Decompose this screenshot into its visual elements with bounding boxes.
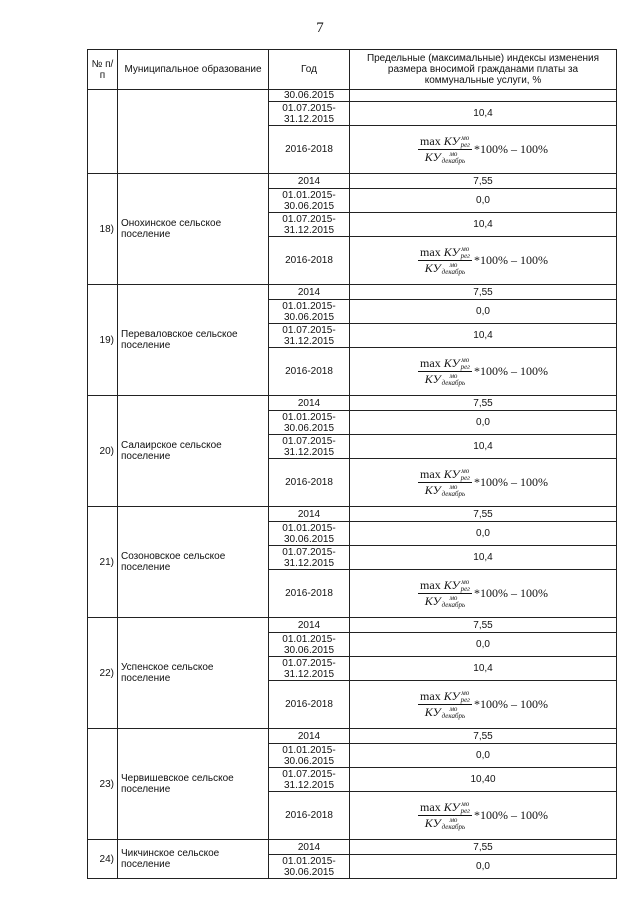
- formula-cell: [350, 459, 617, 507]
- year-cell: 01.07.2015-31.12.2015: [269, 435, 350, 459]
- formula: max КУ мо рег КУ мо декабрь *100% – 100%: [420, 244, 548, 277]
- year-cell: 01.01.2015-30.06.2015: [269, 744, 350, 768]
- formula-cell: [350, 792, 617, 840]
- formula: max КУ мо рег КУ мо декабрь *100% – 100%: [420, 355, 548, 388]
- row-number: 22): [88, 618, 118, 729]
- index-value: 0,0: [350, 855, 617, 879]
- year-cell: 2016-2018: [269, 570, 350, 618]
- index-value: 7,55: [350, 729, 617, 744]
- municipality-name: Созоновское сельское поселение: [118, 507, 269, 618]
- row-number: 23): [88, 729, 118, 840]
- index-value: 10,4: [350, 102, 617, 126]
- year-cell: 01.01.2015-30.06.2015: [269, 300, 350, 324]
- index-value: 0,0: [350, 744, 617, 768]
- index-value: 10,4: [350, 546, 617, 570]
- year-cell: 2014: [269, 174, 350, 189]
- table-row: [88, 729, 617, 744]
- year-cell: 2016-2018: [269, 459, 350, 507]
- row-number: 19): [88, 285, 118, 396]
- index-value: 0,0: [350, 411, 617, 435]
- row-number: 20): [88, 396, 118, 507]
- formula-cell: [350, 570, 617, 618]
- year-cell: 2016-2018: [269, 126, 350, 174]
- year-cell: 01.01.2015-30.06.2015: [269, 633, 350, 657]
- formula: max КУ мо рег КУ мо декабрь *100% – 100%: [420, 577, 548, 610]
- index-value: 10,4: [350, 213, 617, 237]
- row-number: [88, 90, 118, 174]
- municipality-name: Успенское сельское поселение: [118, 618, 269, 729]
- year-cell: 2016-2018: [269, 681, 350, 729]
- row-number: 18): [88, 174, 118, 285]
- index-value: 10,4: [350, 435, 617, 459]
- year-cell: 01.01.2015-30.06.2015: [269, 411, 350, 435]
- year-cell: 2014: [269, 507, 350, 522]
- year-cell: 2016-2018: [269, 348, 350, 396]
- header-index: Предельные (максимальные) индексы изменения размера вносимой гражданами платы за коммунальные услуги, %: [350, 50, 617, 90]
- index-value: 7,55: [350, 507, 617, 522]
- year-cell: 2014: [269, 396, 350, 411]
- year-cell: 2016-2018: [269, 792, 350, 840]
- formula-cell: [350, 348, 617, 396]
- year-cell: 2014: [269, 840, 350, 855]
- index-value: 7,55: [350, 174, 617, 189]
- table-row: [88, 174, 617, 189]
- year-cell: 2016-2018: [269, 237, 350, 285]
- year-cell: 01.07.2015-31.12.2015: [269, 768, 350, 792]
- index-value: 7,55: [350, 396, 617, 411]
- year-cell: 2014: [269, 285, 350, 300]
- formula: max КУ мо рег КУ мо декабрь *100% – 100%: [420, 688, 548, 721]
- index-value: 7,55: [350, 285, 617, 300]
- year-cell: 2014: [269, 729, 350, 744]
- formula-cell: [350, 126, 617, 174]
- table-row: [88, 618, 617, 633]
- header-num: № п/п: [88, 50, 118, 90]
- index-value: 7,55: [350, 840, 617, 855]
- tariff-index-table: [87, 49, 617, 879]
- header-municipality: Муниципальное образование: [118, 50, 269, 90]
- municipality-name: Онохинское сельское поселение: [118, 174, 269, 285]
- row-number: 21): [88, 507, 118, 618]
- year-cell: 30.06.2015: [269, 90, 350, 102]
- municipality-name: Чикчинское сельское поселение: [118, 840, 269, 879]
- formula: max КУ мо рег КУ мо декабрь *100% – 100%: [420, 466, 548, 499]
- formula: max КУ мо рег КУ мо декабрь *100% – 100%: [420, 133, 548, 166]
- year-cell: 01.07.2015-31.12.2015: [269, 102, 350, 126]
- table-row: [88, 840, 617, 855]
- formula-cell: [350, 681, 617, 729]
- index-value: 10,4: [350, 657, 617, 681]
- year-cell: 01.07.2015-31.12.2015: [269, 213, 350, 237]
- year-cell: 01.01.2015-30.06.2015: [269, 189, 350, 213]
- municipality-name: [118, 90, 269, 174]
- index-value: 0,0: [350, 300, 617, 324]
- index-value: 0,0: [350, 633, 617, 657]
- index-value: 0,0: [350, 522, 617, 546]
- municipality-name: Салаирское сельское поселение: [118, 396, 269, 507]
- table-row: [88, 396, 617, 411]
- formula-cell: [350, 237, 617, 285]
- year-cell: 01.01.2015-30.06.2015: [269, 855, 350, 879]
- page-number: 7: [316, 20, 324, 36]
- header-year: Год: [269, 50, 350, 90]
- year-cell: 01.07.2015-31.12.2015: [269, 546, 350, 570]
- table-row: [88, 90, 617, 102]
- year-cell: 01.07.2015-31.12.2015: [269, 657, 350, 681]
- index-value: 7,55: [350, 618, 617, 633]
- municipality-name: Червишевское сельское поселение: [118, 729, 269, 840]
- formula: max КУ мо рег КУ мо декабрь *100% – 100%: [420, 799, 548, 832]
- index-value: 10,40: [350, 768, 617, 792]
- row-number: 24): [88, 840, 118, 879]
- table-header-row: [88, 50, 617, 90]
- index-value: [350, 90, 617, 102]
- table-row: [88, 507, 617, 522]
- year-cell: 2014: [269, 618, 350, 633]
- index-value: 0,0: [350, 189, 617, 213]
- table-row: [88, 285, 617, 300]
- year-cell: 01.07.2015-31.12.2015: [269, 324, 350, 348]
- year-cell: 01.01.2015-30.06.2015: [269, 522, 350, 546]
- municipality-name: Переваловское сельское поселение: [118, 285, 269, 396]
- index-value: 10,4: [350, 324, 617, 348]
